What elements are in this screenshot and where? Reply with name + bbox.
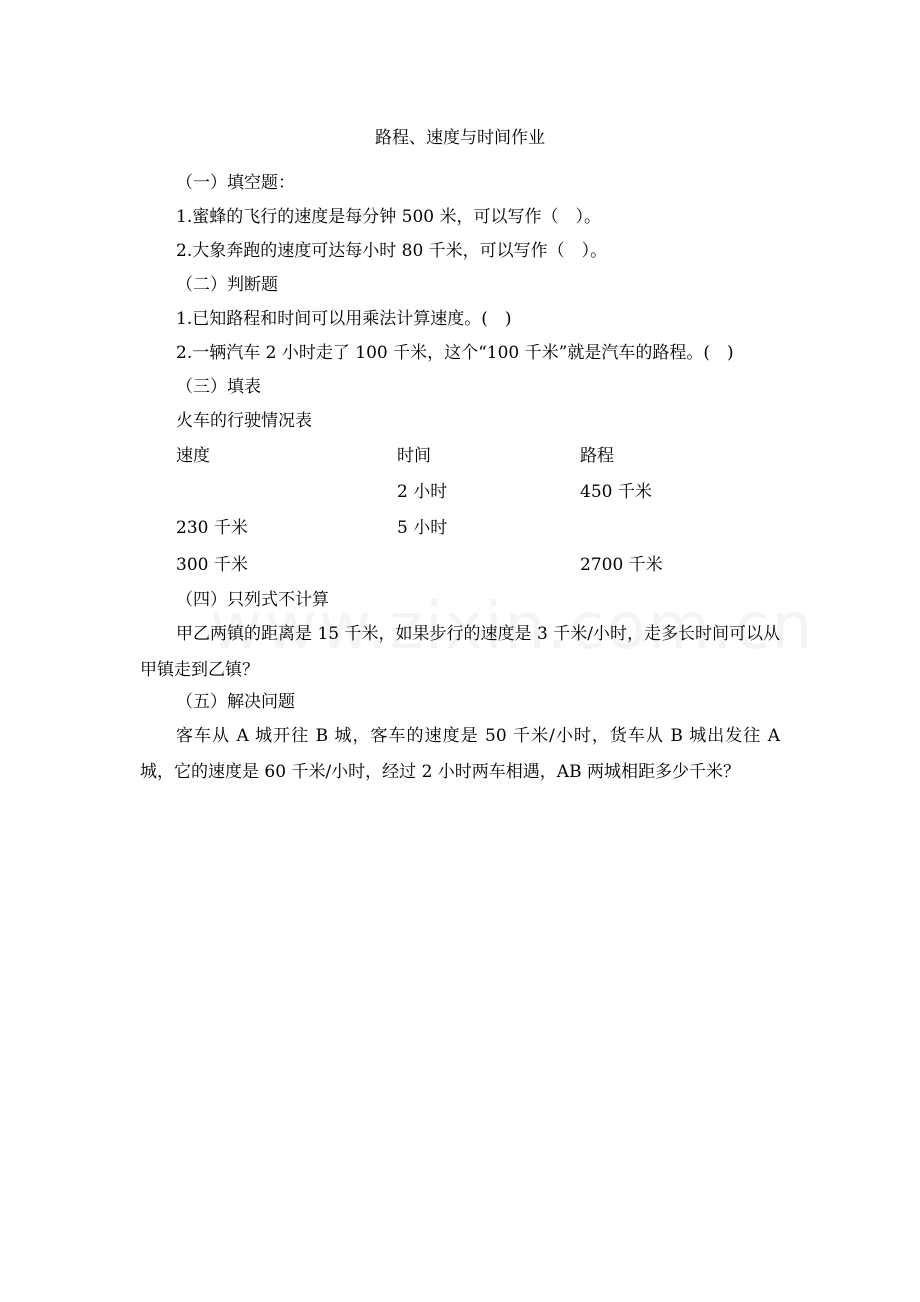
- formula-problem: 甲乙两镇的距离是 15 千米，如果步行的速度是 3 千米/小时，走多长时间可以从甲镇走到乙镇？: [140, 624, 780, 680]
- question-judge-1: 1.已知路程和时间可以用乘法计算速度。( ): [176, 309, 512, 329]
- question-fill-1: 1.蜜蜂的飞行的速度是每分钟 500 米，可以写作（ ）。: [176, 207, 601, 227]
- table-cell-r2-speed: 230 千米: [176, 518, 248, 538]
- solve-problem: 客车从 A 城开往 B 城，客车的速度是 50 千米/小时，货车从 B 城出发往 A 城，它的速度是 60 千米/小时，经过 2 小时两车相遇，AB 两城相距多少千米？: [140, 726, 780, 782]
- question-fill-2: 2.大象奔跑的速度可达每小时 80 千米，可以写作（ ）。: [176, 241, 608, 261]
- question-judge-2: 2.一辆汽车 2 小时走了 100 千米，这个“100 千米”就是汽车的路程。( ): [176, 343, 734, 363]
- table-cell-r1-time: 2 小时: [397, 482, 448, 502]
- table-cell-r3-distance: 2700 千米: [580, 555, 663, 575]
- section-heading-judge: （二）判断题: [176, 275, 278, 295]
- table-cell-r1-distance: 450 千米: [580, 482, 652, 502]
- table-header-distance: 路程: [580, 446, 614, 466]
- table-header-time: 时间: [397, 446, 431, 466]
- section-heading-fill-in: （一）填空题：: [176, 173, 295, 193]
- section-heading-solve: （五）解决问题: [176, 692, 295, 712]
- section-heading-formula: （四）只列式不计算: [176, 590, 329, 610]
- section-heading-table: （三）填表: [176, 377, 261, 397]
- table-caption: 火车的行驶情况表: [176, 411, 312, 431]
- page-title: 路程、速度与时间作业: [375, 128, 545, 148]
- table-cell-r2-time: 5 小时: [397, 518, 448, 538]
- table-header-speed: 速度: [176, 446, 210, 466]
- table-cell-r3-speed: 300 千米: [176, 555, 248, 575]
